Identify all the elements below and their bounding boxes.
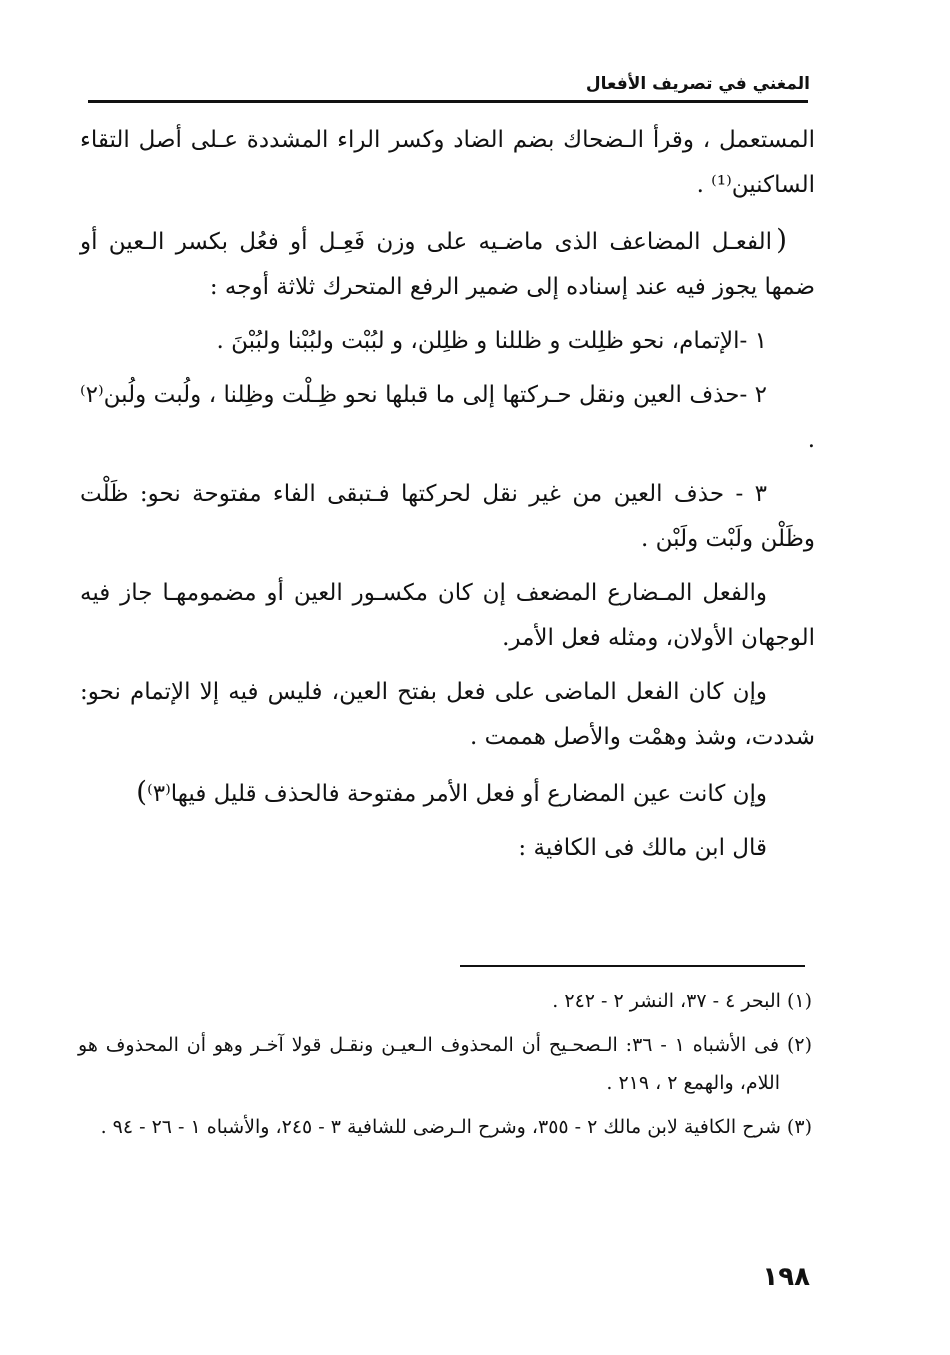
paragraph-9: قال ابن مالك فى الكافية : bbox=[518, 835, 767, 861]
running-header: المغني في تصريف الأفعال bbox=[585, 74, 810, 94]
paragraph-4: ٢ -حذف العين ونقل حـركتها إلى ما قبلها نحو ظِـلْت وظِلنا ، ولُبت ولُبن⁽٢⁾ . bbox=[80, 382, 815, 453]
bracket-open: ( bbox=[776, 223, 787, 256]
paragraph-5: ٣ - حذف العين من غير نقل لحركتها فـتبقى الفاء مفتوحة نحو: ظَلْت وظَلْن ولَبْت ولَبْن . bbox=[80, 481, 815, 552]
paragraph-8-text: وإن كانت عين المضارع أو فعل الأمر مفتوحة فالحذف قليل فيها⁽٣⁾ bbox=[147, 781, 767, 807]
paragraph-2 bbox=[80, 217, 815, 310]
footnote-1: (١) البحر ٤ - ٣٧، النشر ٢ - ٢٤٢ . bbox=[552, 990, 812, 1012]
paragraph-2-text: الفعـل المضاعف الذى ماضـيه على وزن فَعِـل أو فعُل بكسر الـعين أو ضمها يجوز فيه عند إسناده إلى ضمير الرفع المتحرك ثلاثة أوجه : bbox=[80, 229, 815, 300]
bracket-close: ) bbox=[136, 775, 148, 808]
page-number: ١٩٨ bbox=[762, 1262, 810, 1292]
paragraph-1: المستعمل ، وقرأ الـضحاك بضم الضاد وكسر الراء المشددة عـلى أصل التقاء الساكنين⁽¹⁾ . bbox=[80, 127, 815, 198]
paragraph-6: والفعل المـضارع المضعف إن كان مكسـور العين أو مضمومهـا جاز فيه الوجهان الأولان، ومثله فعل الأمر. bbox=[80, 580, 815, 651]
footnote-rule bbox=[460, 965, 805, 967]
footnote-3: (٣) شرح الكافية لابن مالك ٢ - ٣٥٥، وشرح الـرضى للشافية ٣ - ٢٤٥، والأشباه ١ - ٢٦ - ٩٤ . bbox=[100, 1116, 812, 1138]
paragraph-7: وإن كان الفعل الماضى على فعل بفتح العين، فليس فيه إلا الإتمام نحو: شددت، وشذ وهمْت والأصل هممت . bbox=[80, 679, 815, 750]
header-rule bbox=[88, 100, 808, 103]
footnotes bbox=[78, 982, 812, 1152]
footnote-2: (٢) فى الأشباه ١ - ٣٦: الـصحـيح أن المحذوف الـعيـن ونقـل قولا آخـر وهو أن المحذوف هو اللام، والهمع ٢ ، ٢١٩ . bbox=[78, 1034, 813, 1094]
paragraph-8 bbox=[80, 769, 815, 817]
paragraph-3: ١ -الإتمام، نحو ظلِلت و ظللنا و ظلِلن، و لبُبْت ولبُبْنا ولبُبْنَ . bbox=[216, 328, 767, 354]
body-text bbox=[80, 118, 815, 880]
